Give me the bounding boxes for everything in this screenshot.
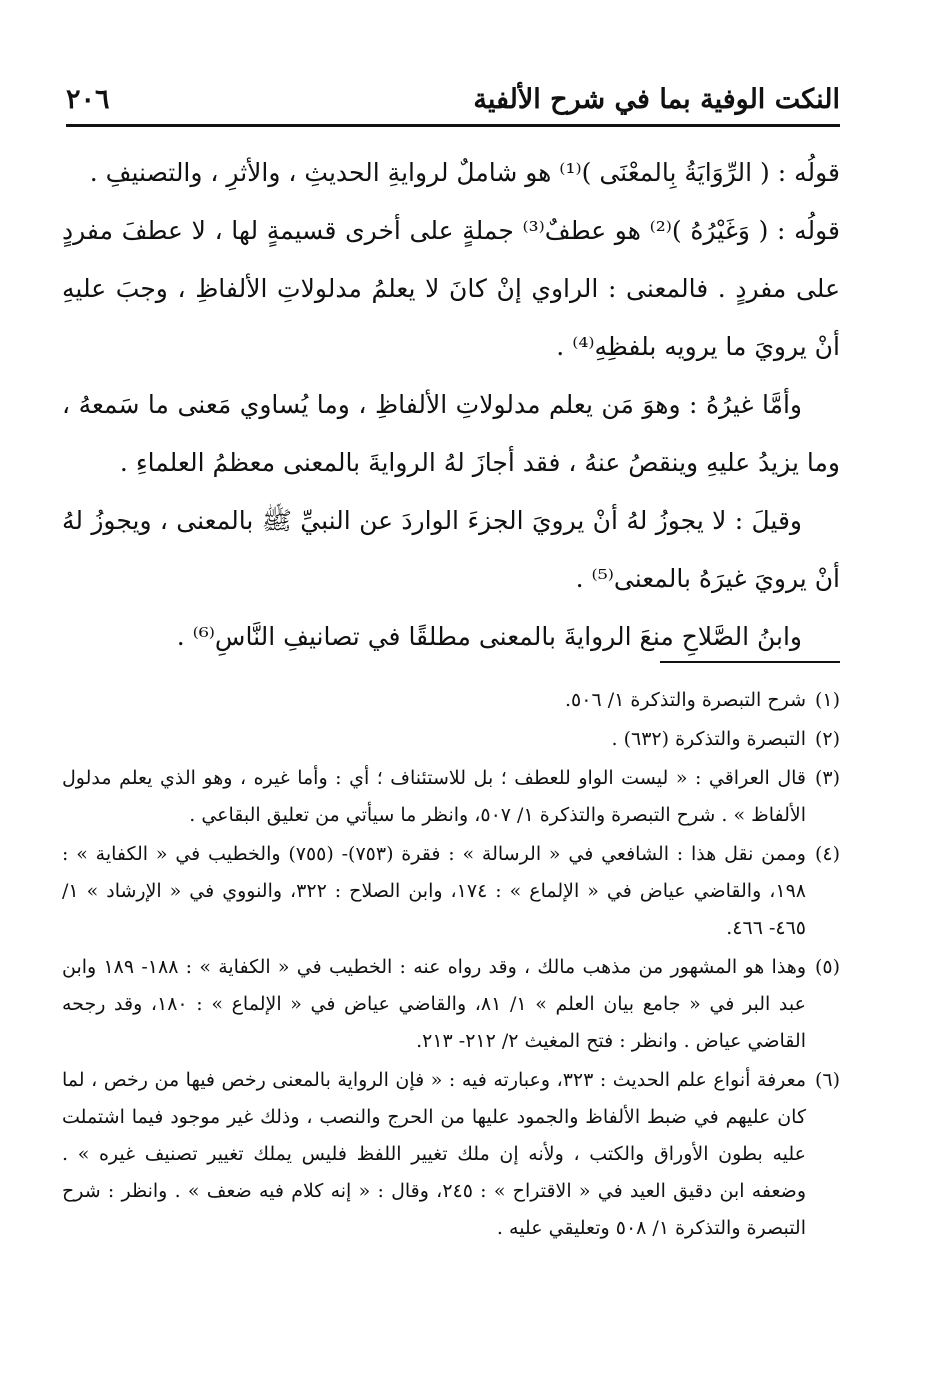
footnote-text: معرفة أنواع علم الحديث : ٣٢٣، وعبارته فيه : « فإن الرواية بالمعنى رخص فيها من رخص ، لما كان عليهم في ضبط الألفاظ والجمود عليها من الحرج والنصب ، وذلك غير موجود فيما اشتملت عليه بطون الأوراق والكتب ، ولأنه إن ملك تغيير اللفظ فليس يملك تغيير تصنيف غيره » . وضعفه ابن دقيق العيد في « الاقتراح » : ٢٤٥، وقال : « إنه كلام فيه ضعف » . وانظر : شرح التبصرة والتذكرة ١/ ٥٠٨ وتعليقي عليه . xyxy=(62,1069,807,1239)
paragraph-1: قولُه : ( الرِّوَايَةُ بِالمعْنَى )⁽¹⁾ هو شاملٌ لروايةِ الحديثِ ، والأثرِ ، والتصنيفِ . xyxy=(89,158,840,187)
header-title: النكت الوفية بما في شرح الألفية xyxy=(473,83,840,115)
paragraph-5: وابنُ الصَّلاحِ منعَ الروايةَ بالمعنى مطلقًا في تصانيفِ النَّاسِ⁽⁶⁾ . xyxy=(176,622,802,651)
footnote-separator xyxy=(660,661,840,663)
footnote-number: (١) xyxy=(814,689,840,711)
footnote-number: (٣) xyxy=(814,767,840,789)
footnote-text: قال العراقي : « ليست الواو للعطف ؛ بل للاستئناف ؛ أي : وأما غيره ، وهو الذي يعلم مدلول الألفاظ » . شرح التبصرة والتذكرة ١/ ٥٠٧، وانظر ما سيأتي من تعليق البقاعي . xyxy=(62,767,806,826)
footnote-2 xyxy=(62,721,840,758)
paragraph-2: قولُه : ( وَغَيْرُهُ )⁽²⁾ هو عطفٌ⁽³⁾ جملةٍ على أخرى قسيمةٍ لها ، لا عطفَ مفردٍ على مفردٍ . فالمعنى : الراوي إنْ كانَ لا يعلمُ مدلولاتِ الألفاظِ ، وجبَ عليهِ أنْ يرويَ ما يرويه بلفظِهِ⁽⁴⁾ . xyxy=(62,216,841,361)
footnotes xyxy=(62,682,840,1249)
footnote-text: التبصرة والتذكرة (٦٣٢) . xyxy=(611,728,806,750)
footnote-1 xyxy=(62,682,840,719)
paragraph-4: وقيلَ : لا يجوزُ لهُ أنْ يرويَ الجزءَ الواردَ عن النبيِّ ﷺ بالمعنى ، ويجوزُ لهُ أنْ يرويَ غيرَهُ بالمعنى⁽⁵⁾ . xyxy=(62,506,840,593)
page-number: ٢٠٦ xyxy=(66,83,110,115)
footnote-number: (٢) xyxy=(814,728,840,750)
footnote-number: (٥) xyxy=(814,956,840,978)
footnote-text: وممن نقل هذا : الشافعي في « الرسالة » : فقرة (٧٥٣)- (٧٥٥) والخطيب في « الكفاية » : ١٩٨، والقاضي عياض في « الإلماع » : ١٧٤، وابن الصلاح : ٣٢٢، والنووي في « الإرشاد » ١/ ٤٦٥- ٤٦٦. xyxy=(62,843,806,939)
footnote-3 xyxy=(62,760,840,834)
footnote-number: (٦) xyxy=(814,1069,841,1091)
running-header xyxy=(66,74,840,124)
header-rule xyxy=(66,124,840,127)
footnote-text: وهذا هو المشهور من مذهب مالك ، وقد رواه عنه : الخطيب في « الكفاية » : ١٨٨- ١٨٩ وابن عبد البر في « جامع بيان العلم » ١/ ٨١، والقاضي عياض في « الإلماع » : ١٨٠، وقد رجحه القاضي عياض . وانظر : فتح المغيث ٢/ ٢١٢- ٢١٣. xyxy=(62,956,806,1052)
footnote-5 xyxy=(62,949,840,1060)
footnote-4 xyxy=(62,836,840,947)
footnote-number: (٤) xyxy=(814,843,840,865)
footnote-text: شرح التبصرة والتذكرة ١/ ٥٠٦. xyxy=(564,689,806,711)
footnote-6 xyxy=(62,1062,840,1247)
main-text xyxy=(62,144,840,666)
paragraph-3: وأمَّا غيرُهُ : وهوَ مَن يعلم مدلولاتِ الألفاظِ ، وما يُساوي مَعنى ما سَمعهُ ، وما يزيدُ عليهِ وينقصُ عنهُ ، فقد أجازَ لهُ الروايةَ بالمعنى معظمُ العلماءِ . xyxy=(62,390,840,477)
